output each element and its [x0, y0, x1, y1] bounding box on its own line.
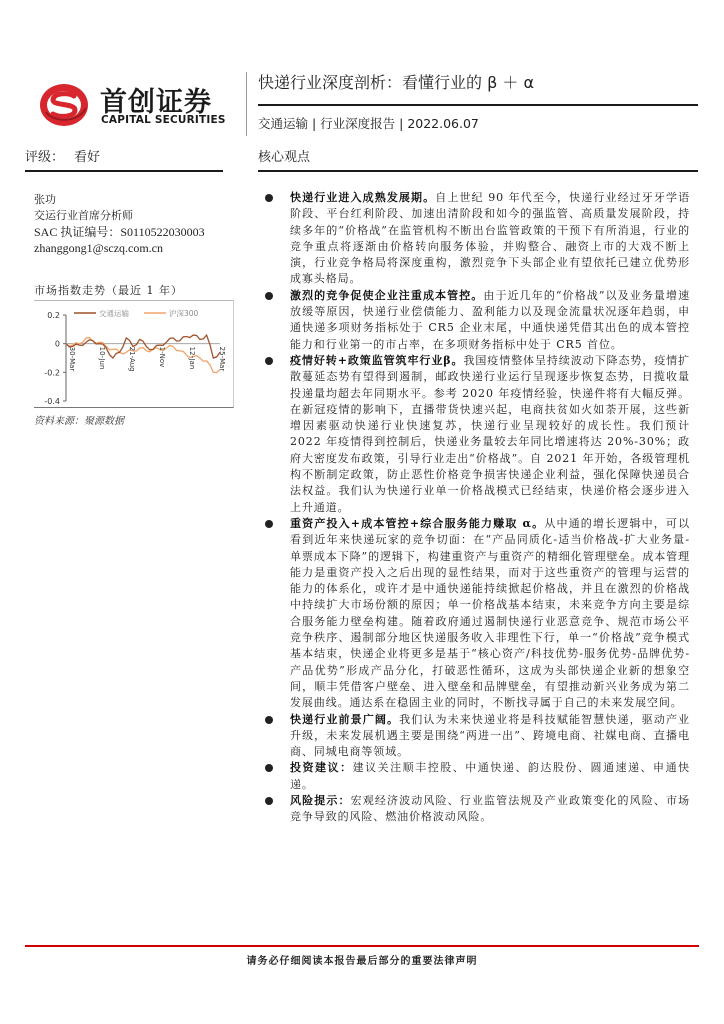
core-views-list — [262, 190, 690, 826]
core-view-item — [262, 353, 690, 516]
core-view-body: 由于近几年的“价格战”以及业务量增速放缓等原因，快递行业偿债能力、盈利能力以及现金流量状况逐年趋弱，申通快递多项财务指标处于 CR5 企业末尾，中通快递凭借其出色的成本管控能力和行业第一的市占率，在多项财务指标中处于 CR5 首位。 — [290, 288, 690, 351]
bullet-dot-icon — [265, 764, 273, 772]
analyst-sac: SAC 执证编号：S0110522030003 — [34, 225, 205, 239]
footer-rule — [25, 945, 699, 947]
bullet-dot-icon — [265, 716, 273, 724]
line-chart — [34, 301, 234, 409]
analyst-name: 张功 — [34, 193, 56, 206]
capital-securities-logo-icon — [38, 82, 90, 128]
chart-title: 市场指数走势（最近 1 年） — [34, 284, 183, 297]
core-view-body: 建议关注顺丰控股、中通快递、韵达股份、圆通速递、申通快递。 — [290, 761, 690, 791]
core-view-item — [262, 288, 690, 353]
core-views-rule — [258, 170, 698, 172]
svg-text:1-Nov: 1-Nov — [158, 346, 166, 368]
title-rule — [258, 104, 698, 106]
logo-english-name: CAPITAL SECURITIES — [101, 114, 226, 126]
core-view-item — [262, 712, 690, 761]
rating-value: 看好 — [74, 150, 101, 165]
svg-text:交通运输: 交通运输 — [99, 309, 129, 318]
svg-text:25-Mar: 25-Mar — [218, 346, 226, 372]
core-views-title: 核心观点 — [258, 150, 311, 165]
svg-text:21-Aug: 21-Aug — [128, 346, 136, 372]
analyst-info — [34, 192, 205, 256]
core-view-body: 从中通的增长逻辑中，可以看到近年来快递玩家的竞争切面：在“产品同质化-适当价格战-扩大业务量-单票成本下降”的逻辑下，构建重资产与重资产的精细化管理壁垒。成本管理能力是重资产投入之后出现的显性结果，而对于这些重资产的管理与运营的能力的体系化，或许才是中通快递能持续掀起价格战，并且在激烈的价格战中持续扩大市场份额的原因；单一价格战基本结束，未来竞争方向主要是综合服务能力壁垒构建。随着政府通过遏制快递行业恶意竞争、规范市场公平竞争秩序、遏制部分地区快递服务收入非理性下行，单一“价格战”竞争模式基本结束，快递企业将更多是基于“核心资产/科技优势-服务优势-品牌优势-产品优势”形成产品分化，打破恶性循环，这成为头部快递企业新的想象空间，顺丰凭借客户壁垒、进入壁垒和品牌壁垒，有望推动新兴业务成为第二发展曲线。通达系在稳固主业的同时，不断找寻属于自己的未来发展空间。 — [290, 516, 690, 710]
core-view-heading: 投资建议： — [290, 761, 353, 775]
core-view-item — [262, 516, 690, 712]
market-index-chart — [34, 300, 234, 408]
svg-text:-0.4: -0.4 — [44, 397, 60, 406]
core-view-heading: 快递行业前景广阔。 — [290, 712, 400, 726]
core-view-heading: 快递行业进入成熟发展期。 — [290, 191, 436, 204]
bullet-dot-icon — [265, 194, 273, 202]
core-view-body: 我们认为未来快递业将是科技赋能智慧快递，驱动产业升级，未来发展机遇主要是围绕“两进一出”、跨境电商、社媒电商、直播电商、同城电商等领域。 — [290, 712, 690, 759]
svg-text:30-Mar: 30-Mar — [68, 346, 76, 372]
core-view-heading: 疫情好转+政策监管筑牢行业β。 — [290, 353, 464, 367]
svg-text:0: 0 — [54, 339, 60, 349]
legal-notice: 请务必仔细阅读本报告最后部分的重要法律声明 — [246, 956, 478, 967]
bullet-dot-icon — [265, 292, 273, 300]
rating-label: 评级： — [25, 150, 65, 165]
bullet-dot-icon — [265, 797, 273, 805]
core-view-item — [262, 760, 690, 793]
header-divider — [246, 72, 247, 136]
core-view-item — [262, 190, 690, 288]
core-view-body: 宏观经济波动风险、行业监管法规及产业政策变化的风险、市场竞争导致的风险、燃油价格波动风险。 — [290, 793, 690, 824]
logo-chinese-name: 首创证券 — [100, 87, 212, 118]
core-view-body: 我国疫情整体呈持续波动下降态势，疫情扩散蔓延态势有望得到遏制，邮政快递行业运行呈现逐步恢复态势，日揽收量投递量均超去年同期水平。参考 2020 年疫情经验，快递件将有大幅反弹。在新冠疫情的影响下，直播带货快速兴起，电商扶贫如火如荼开展，这些新增因素驱动快递行业快速复苏，快递行业呈现较好的成长性。我们预计 2022 年疫情得到控制后，快递业务量较去年同比增速将达 20%-30%；政府大密度发布政策，引导行业走出“价格战”。自 2021 年开始，各级管理机构不断制定政策，防止恶性价格竞争损害快递企业利益，强化保障快递员合法权益。我们认为快递行业单一价格战模式已经结束，快递价格会逐步进入上升通道。 — [290, 353, 690, 514]
svg-text:0.2: 0.2 — [47, 311, 60, 320]
analyst-email[interactable]: zhanggong1@sczq.com.cn — [34, 241, 164, 255]
svg-text:12-Jan: 12-Jan — [188, 346, 196, 370]
core-view-heading: 激烈的竞争促使企业注重成本管控。 — [290, 288, 484, 302]
bullet-dot-icon — [265, 357, 273, 365]
core-view-item — [262, 793, 690, 826]
analyst-role: 交运行业首席分析师 — [34, 209, 133, 222]
core-view-heading: 风险提示： — [290, 793, 351, 807]
svg-text:沪深300: 沪深300 — [169, 309, 199, 318]
svg-text:-0.2: -0.2 — [44, 368, 60, 378]
svg-text:10-Jun: 10-Jun — [98, 346, 106, 370]
core-view-body: 自上世纪 90 年代至今，快递行业经过牙牙学语阶段、平台红利阶段、加速出清阶段和如今的强监管、高质量发展阶段，持续多年的“价格战”在监管机构不断出台监管政策的干预下有所消退，行业的竞争重点将逐渐由价格转向服务体验，并购整合、融资上市的大戏不断上演，行业竞争格局将深度重构，激烈竞争下头部企业有望依托已建立优势形成寡头格局。 — [290, 191, 690, 286]
bullet-dot-icon — [265, 520, 273, 528]
company-logo — [38, 80, 238, 132]
rating — [25, 146, 100, 165]
chart-source: 资料来源：聚源数据 — [34, 416, 124, 427]
report-title: 快递行业深度剖析：看懂行业的 β ＋ α — [258, 73, 535, 92]
report-meta: 交通运输 | 行业深度报告 | 2022.06.07 — [258, 116, 479, 131]
rating-rule — [25, 170, 223, 172]
core-view-heading: 重资产投入+成本管控+综合服务能力赚取 α。 — [290, 516, 545, 530]
